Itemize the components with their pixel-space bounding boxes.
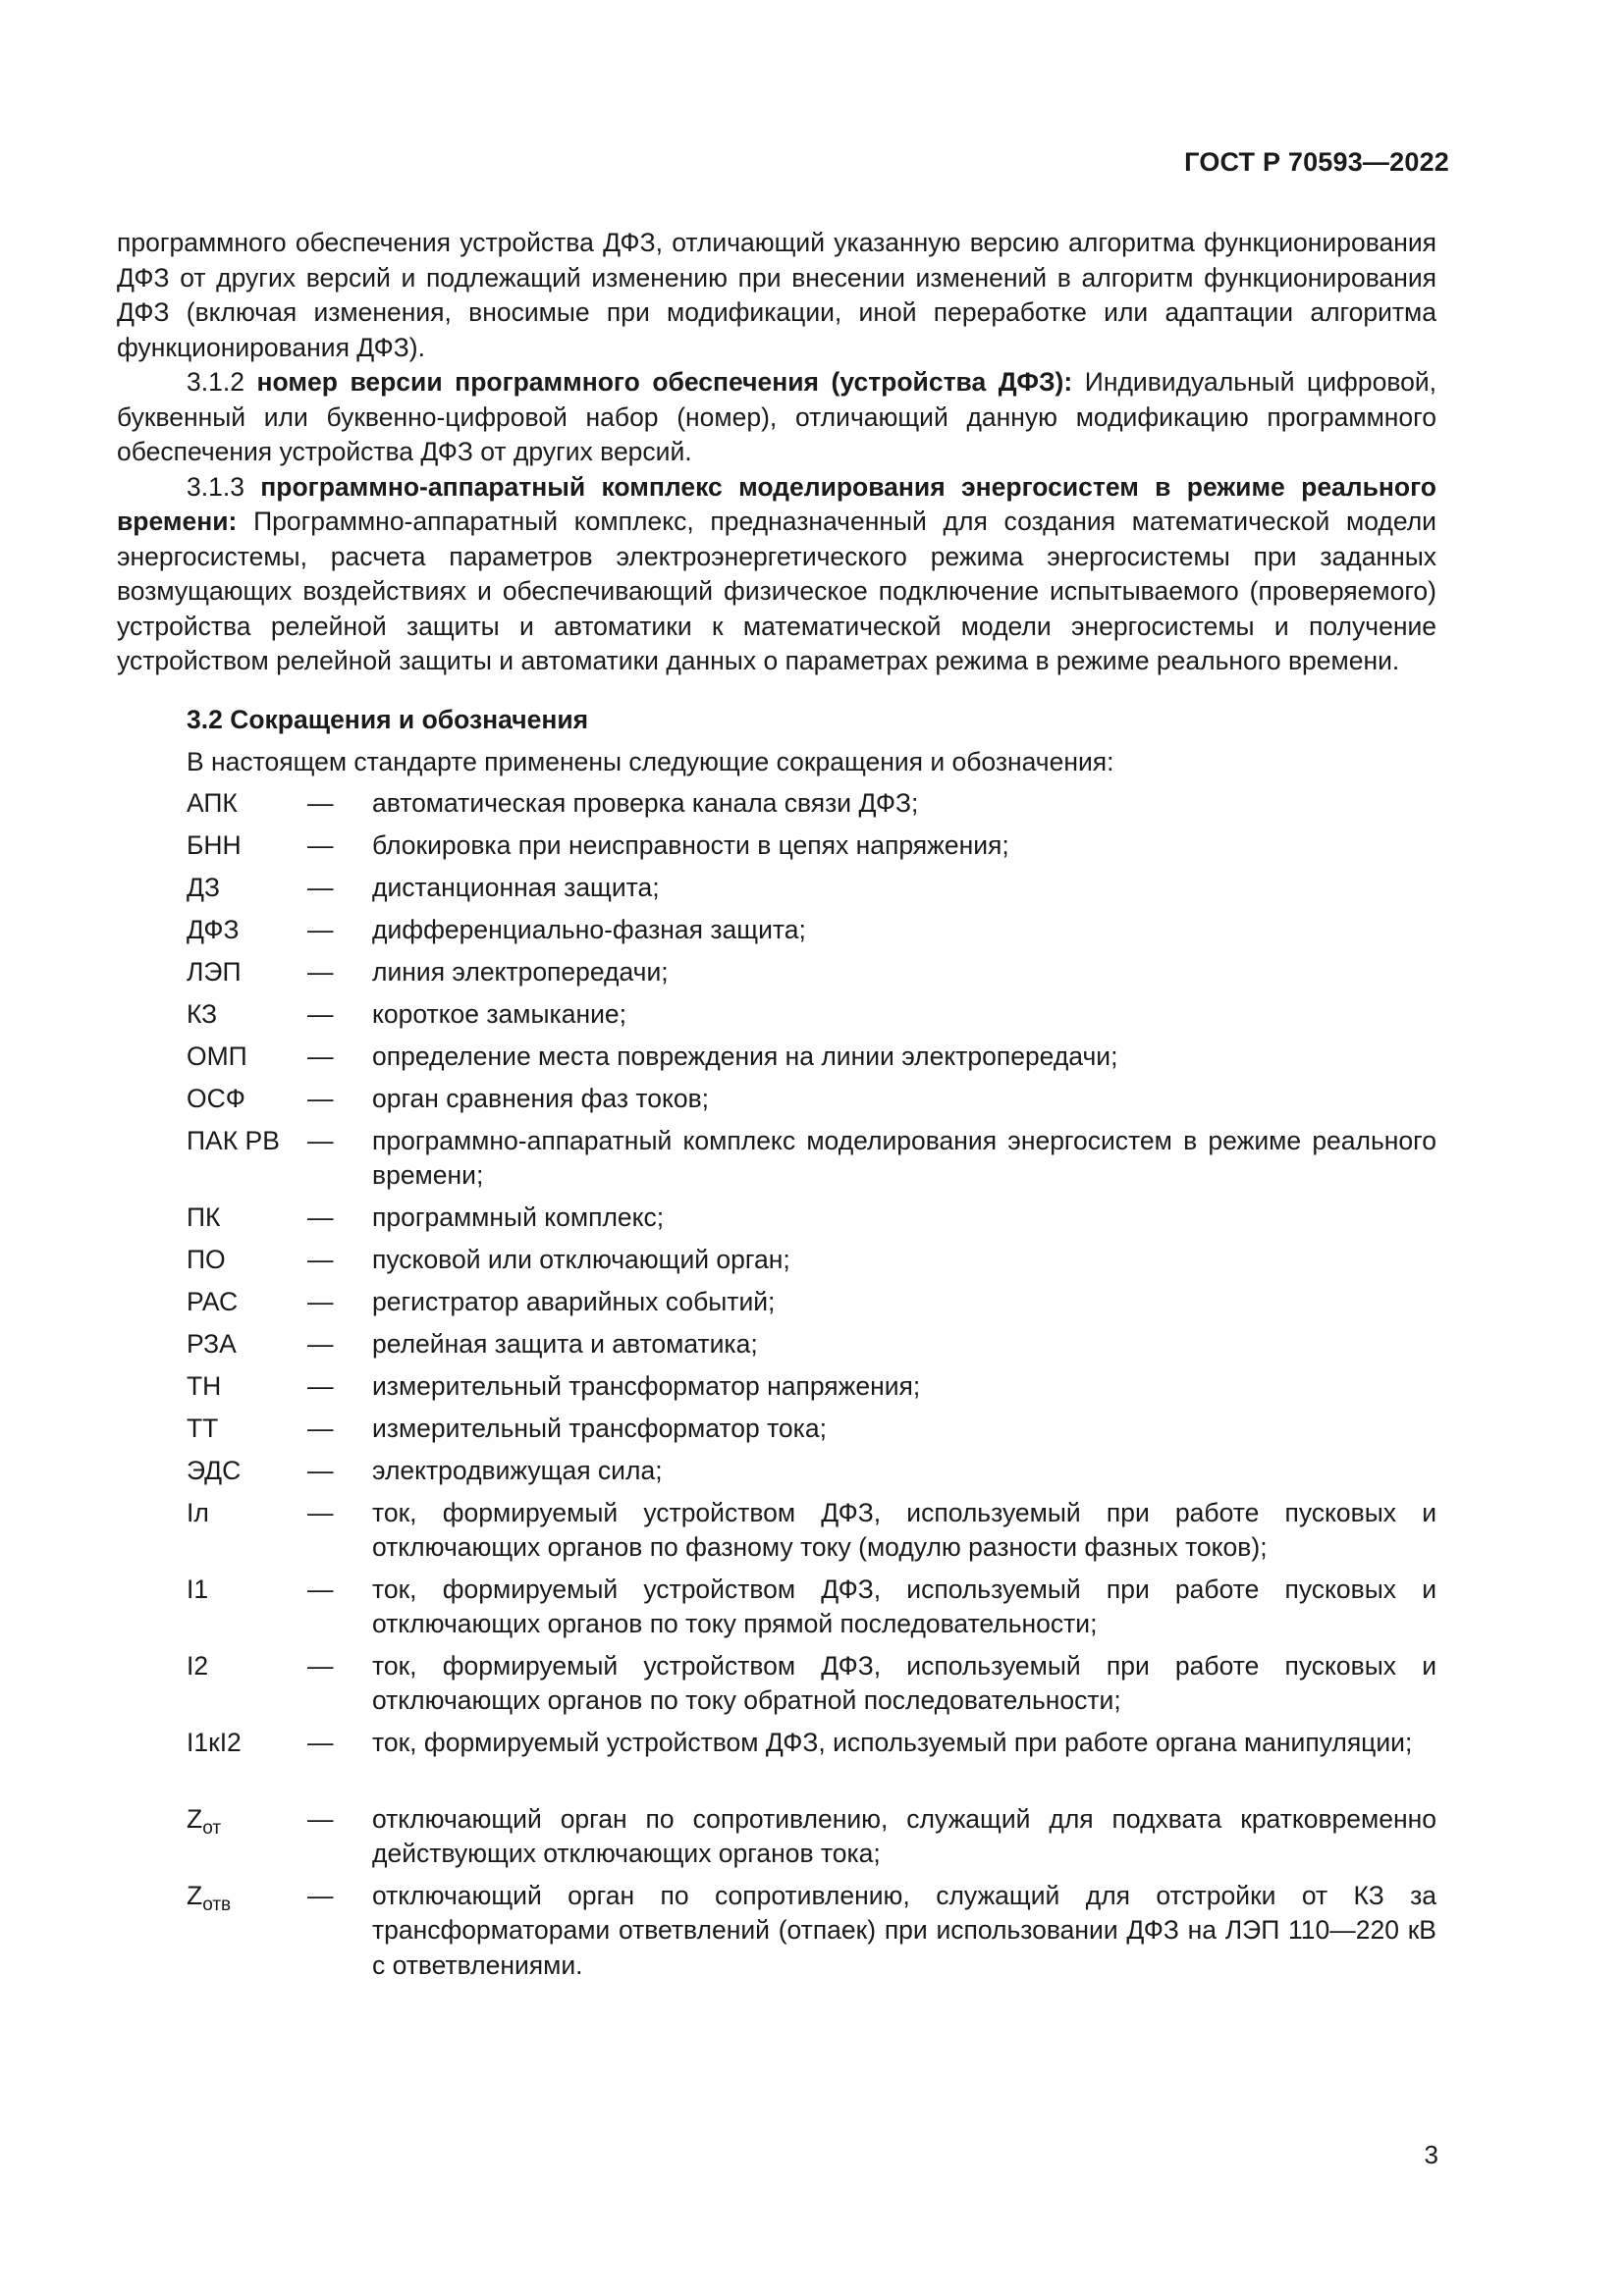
abbreviation-term: I1 xyxy=(187,1574,209,1604)
symbol-subscript: от xyxy=(202,1817,222,1839)
abbreviation-definition: пусковой или отключающий орган; xyxy=(372,1244,790,1274)
term-definition: Индивидуальный цифровой, буквенный или буквенно-цифровой набор (номер), отличающий данную модификацию программного обеспечения устройства ДФЗ от других версий. xyxy=(117,367,1436,466)
page-number: 3 xyxy=(1424,2140,1438,2169)
list-item xyxy=(187,1124,1436,1201)
abbreviation-term: КЗ xyxy=(187,998,218,1029)
symbol-definition: отключающий орган по сопротивлению, служащий для подхвата кратковременно действующих отключающих органов тока; xyxy=(372,1803,1436,1868)
dash: — xyxy=(307,829,334,860)
symbol-term xyxy=(187,1879,307,1923)
abbreviation-definition: релейная защита и автоматика; xyxy=(372,1328,758,1359)
dash: — xyxy=(307,1497,334,1527)
abbreviation-definition: автоматическая проверка канала связи ДФЗ; xyxy=(372,787,919,818)
list-item xyxy=(187,1879,1436,1985)
defined-term: программно-аппаратный комплекс моделирования энергосистем в режиме реального времени: xyxy=(117,471,1436,536)
dash: — xyxy=(307,1328,334,1359)
abbreviation-term: ТН xyxy=(187,1370,222,1401)
abbreviation-term: I1кI2 xyxy=(187,1727,242,1757)
abbreviation-definition: ток, формируемый устройством ДФЗ, используемый при работе пусковых и отключающих органов по току прямой последовательности; xyxy=(372,1574,1436,1638)
abbreviation-definition: ток, формируемый устройством ДФЗ, используемый при работе органа манипуляции; xyxy=(372,1727,1413,1757)
list-item xyxy=(187,997,1436,1040)
list-item xyxy=(187,1327,1436,1369)
abbreviation-term: Iл xyxy=(187,1497,209,1527)
dash: — xyxy=(307,914,334,944)
list-item xyxy=(187,955,1436,997)
abbreviation-definition: программный комплекс; xyxy=(372,1201,665,1232)
abbreviation-definition: регистратор аварийных событий; xyxy=(372,1286,776,1316)
abbreviation-definition: блокировка при неисправности в цепях напряжения; xyxy=(372,829,1009,860)
abbreviation-definition: ток, формируемый устройством ДФЗ, используемый при работе пусковых и отключающих органов по току обратной последовательности; xyxy=(372,1650,1436,1715)
dash: — xyxy=(307,1574,334,1604)
abbreviation-term: ПАК РВ xyxy=(187,1125,280,1155)
abbreviation-definition: определение места повреждения на линии электропередачи; xyxy=(372,1041,1118,1071)
abbreviation-term: ДФЗ xyxy=(187,914,240,944)
list-item xyxy=(187,913,1436,955)
dash: — xyxy=(307,1244,334,1274)
dash: — xyxy=(307,872,334,902)
dash: — xyxy=(307,1083,334,1113)
abbreviation-definition: электродвижущая сила; xyxy=(372,1455,663,1485)
dash: — xyxy=(307,1455,334,1485)
dash: — xyxy=(307,1125,334,1155)
dash: — xyxy=(307,1286,334,1316)
defined-term: номер версии программного обеспечения (устройства ДФЗ): xyxy=(256,367,1073,397)
symbol-subscript: отв xyxy=(202,1894,232,1915)
document-body xyxy=(117,226,1436,1985)
section-heading: 3.2 Сокращения и обозначения xyxy=(187,704,589,734)
abbreviation-definition: орган сравнения фаз токов; xyxy=(372,1083,710,1113)
dash: — xyxy=(307,998,334,1029)
list-item xyxy=(187,1496,1436,1573)
abbreviation-definition: дистанционная защита; xyxy=(372,872,660,902)
list-item xyxy=(187,1454,1436,1496)
definition-3-1-2 xyxy=(117,365,1436,470)
dash: — xyxy=(307,787,334,818)
abbreviation-term: РЗА xyxy=(187,1328,237,1359)
abbreviation-term: ПО xyxy=(187,1244,226,1274)
symbol-base: Z xyxy=(187,1803,203,1834)
abbreviation-term: I2 xyxy=(187,1650,209,1681)
definition-3-1-3 xyxy=(117,470,1436,679)
list-item xyxy=(187,1369,1436,1412)
list-item xyxy=(187,828,1436,871)
list-item xyxy=(187,1082,1436,1124)
dash: — xyxy=(307,1880,334,1910)
abbreviation-term: ДЗ xyxy=(187,872,220,902)
abbreviation-term: ЛЭП xyxy=(187,956,242,987)
symbol-definition: отключающий орган по сопротивлению, служащий для отстройки от КЗ за трансформаторами ответвлений (отпаек) при использовании ДФЗ на ЛЭП 110—220 кВ с ответвлениями. xyxy=(372,1880,1436,1980)
list-item xyxy=(187,786,1436,828)
dash: — xyxy=(307,1650,334,1681)
dash: — xyxy=(307,1201,334,1232)
abbreviation-definition: ток, формируемый устройством ДФЗ, используемый при работе пусковых и отключающих органов по фазному току (модулю разности фазных токов); xyxy=(372,1497,1436,1562)
dash: — xyxy=(307,1370,334,1401)
abbreviation-term: АПК xyxy=(187,787,238,818)
list-item xyxy=(187,1573,1436,1649)
abbreviation-term: БНН xyxy=(187,829,242,860)
list-item xyxy=(187,1040,1436,1082)
list-item xyxy=(187,1243,1436,1285)
list-item xyxy=(187,1726,1436,1802)
clause-number: 3.1.3 xyxy=(187,471,244,502)
list-item xyxy=(187,1412,1436,1454)
abbreviation-definition: измерительный трансформатор напряжения; xyxy=(372,1370,921,1401)
standard-id-header: ГОСТ Р 70593—2022 xyxy=(1184,147,1449,177)
list-item xyxy=(187,871,1436,913)
term-definition: Программно-аппаратный комплекс, предназначенный для создания математической модели энергосистемы, расчета параметров электроэнергетического режима энергосистемы при заданных возмущающих воздействиях и обеспечивающий физическое подключение испытываемого (проверяемого) устройства релейной защиты и автоматики к математической модели энергосистемы и получение устройством релейной защиты и автоматики данных о параметрах режима в режиме реального времени. xyxy=(117,507,1436,675)
abbreviation-definition: дифференциально-фазная защита; xyxy=(372,914,806,944)
dash: — xyxy=(307,1727,334,1757)
dash: — xyxy=(307,1803,334,1834)
paragraph-continuation: программного обеспечения устройства ДФЗ, отличающий указанную версию алгоритма функционирования ДФЗ от других версий и подлежащий изменению при внесении изменений в алгоритм функционирования ДФЗ (включая изменения, вносимые при модификации, иной переработке или адаптации алгоритма функционирования ДФЗ). xyxy=(117,228,1436,362)
list-item xyxy=(187,1285,1436,1327)
list-item xyxy=(187,1201,1436,1243)
dash: — xyxy=(307,1041,334,1071)
abbreviation-term: ТТ xyxy=(187,1413,219,1443)
abbreviation-list xyxy=(117,786,1436,1985)
abbreviation-definition: измерительный трансформатор тока; xyxy=(372,1413,827,1443)
symbol-term xyxy=(187,1802,307,1846)
dash: — xyxy=(307,1413,334,1443)
abbreviation-term: ОСФ xyxy=(187,1083,245,1113)
abbreviation-definition: линия электропередачи; xyxy=(372,956,669,987)
dash: — xyxy=(307,956,334,987)
abbreviation-term: РАС xyxy=(187,1286,239,1316)
abbreviation-definition: программно-аппаратный комплекс моделирования энергосистем в режиме реального времени; xyxy=(372,1125,1436,1190)
abbreviation-term: ОМП xyxy=(187,1041,247,1071)
symbol-base: Z xyxy=(187,1880,203,1910)
abbreviation-definition: короткое замыкание; xyxy=(372,998,626,1029)
list-item xyxy=(187,1649,1436,1726)
clause-number: 3.1.2 xyxy=(187,367,244,397)
abbreviation-term: ЭДС xyxy=(187,1455,242,1485)
abbreviation-term: ПК xyxy=(187,1201,221,1232)
section-intro: В настоящем стандарте применены следующие сокращения и обозначения: xyxy=(187,747,1114,776)
list-item xyxy=(187,1802,1436,1879)
